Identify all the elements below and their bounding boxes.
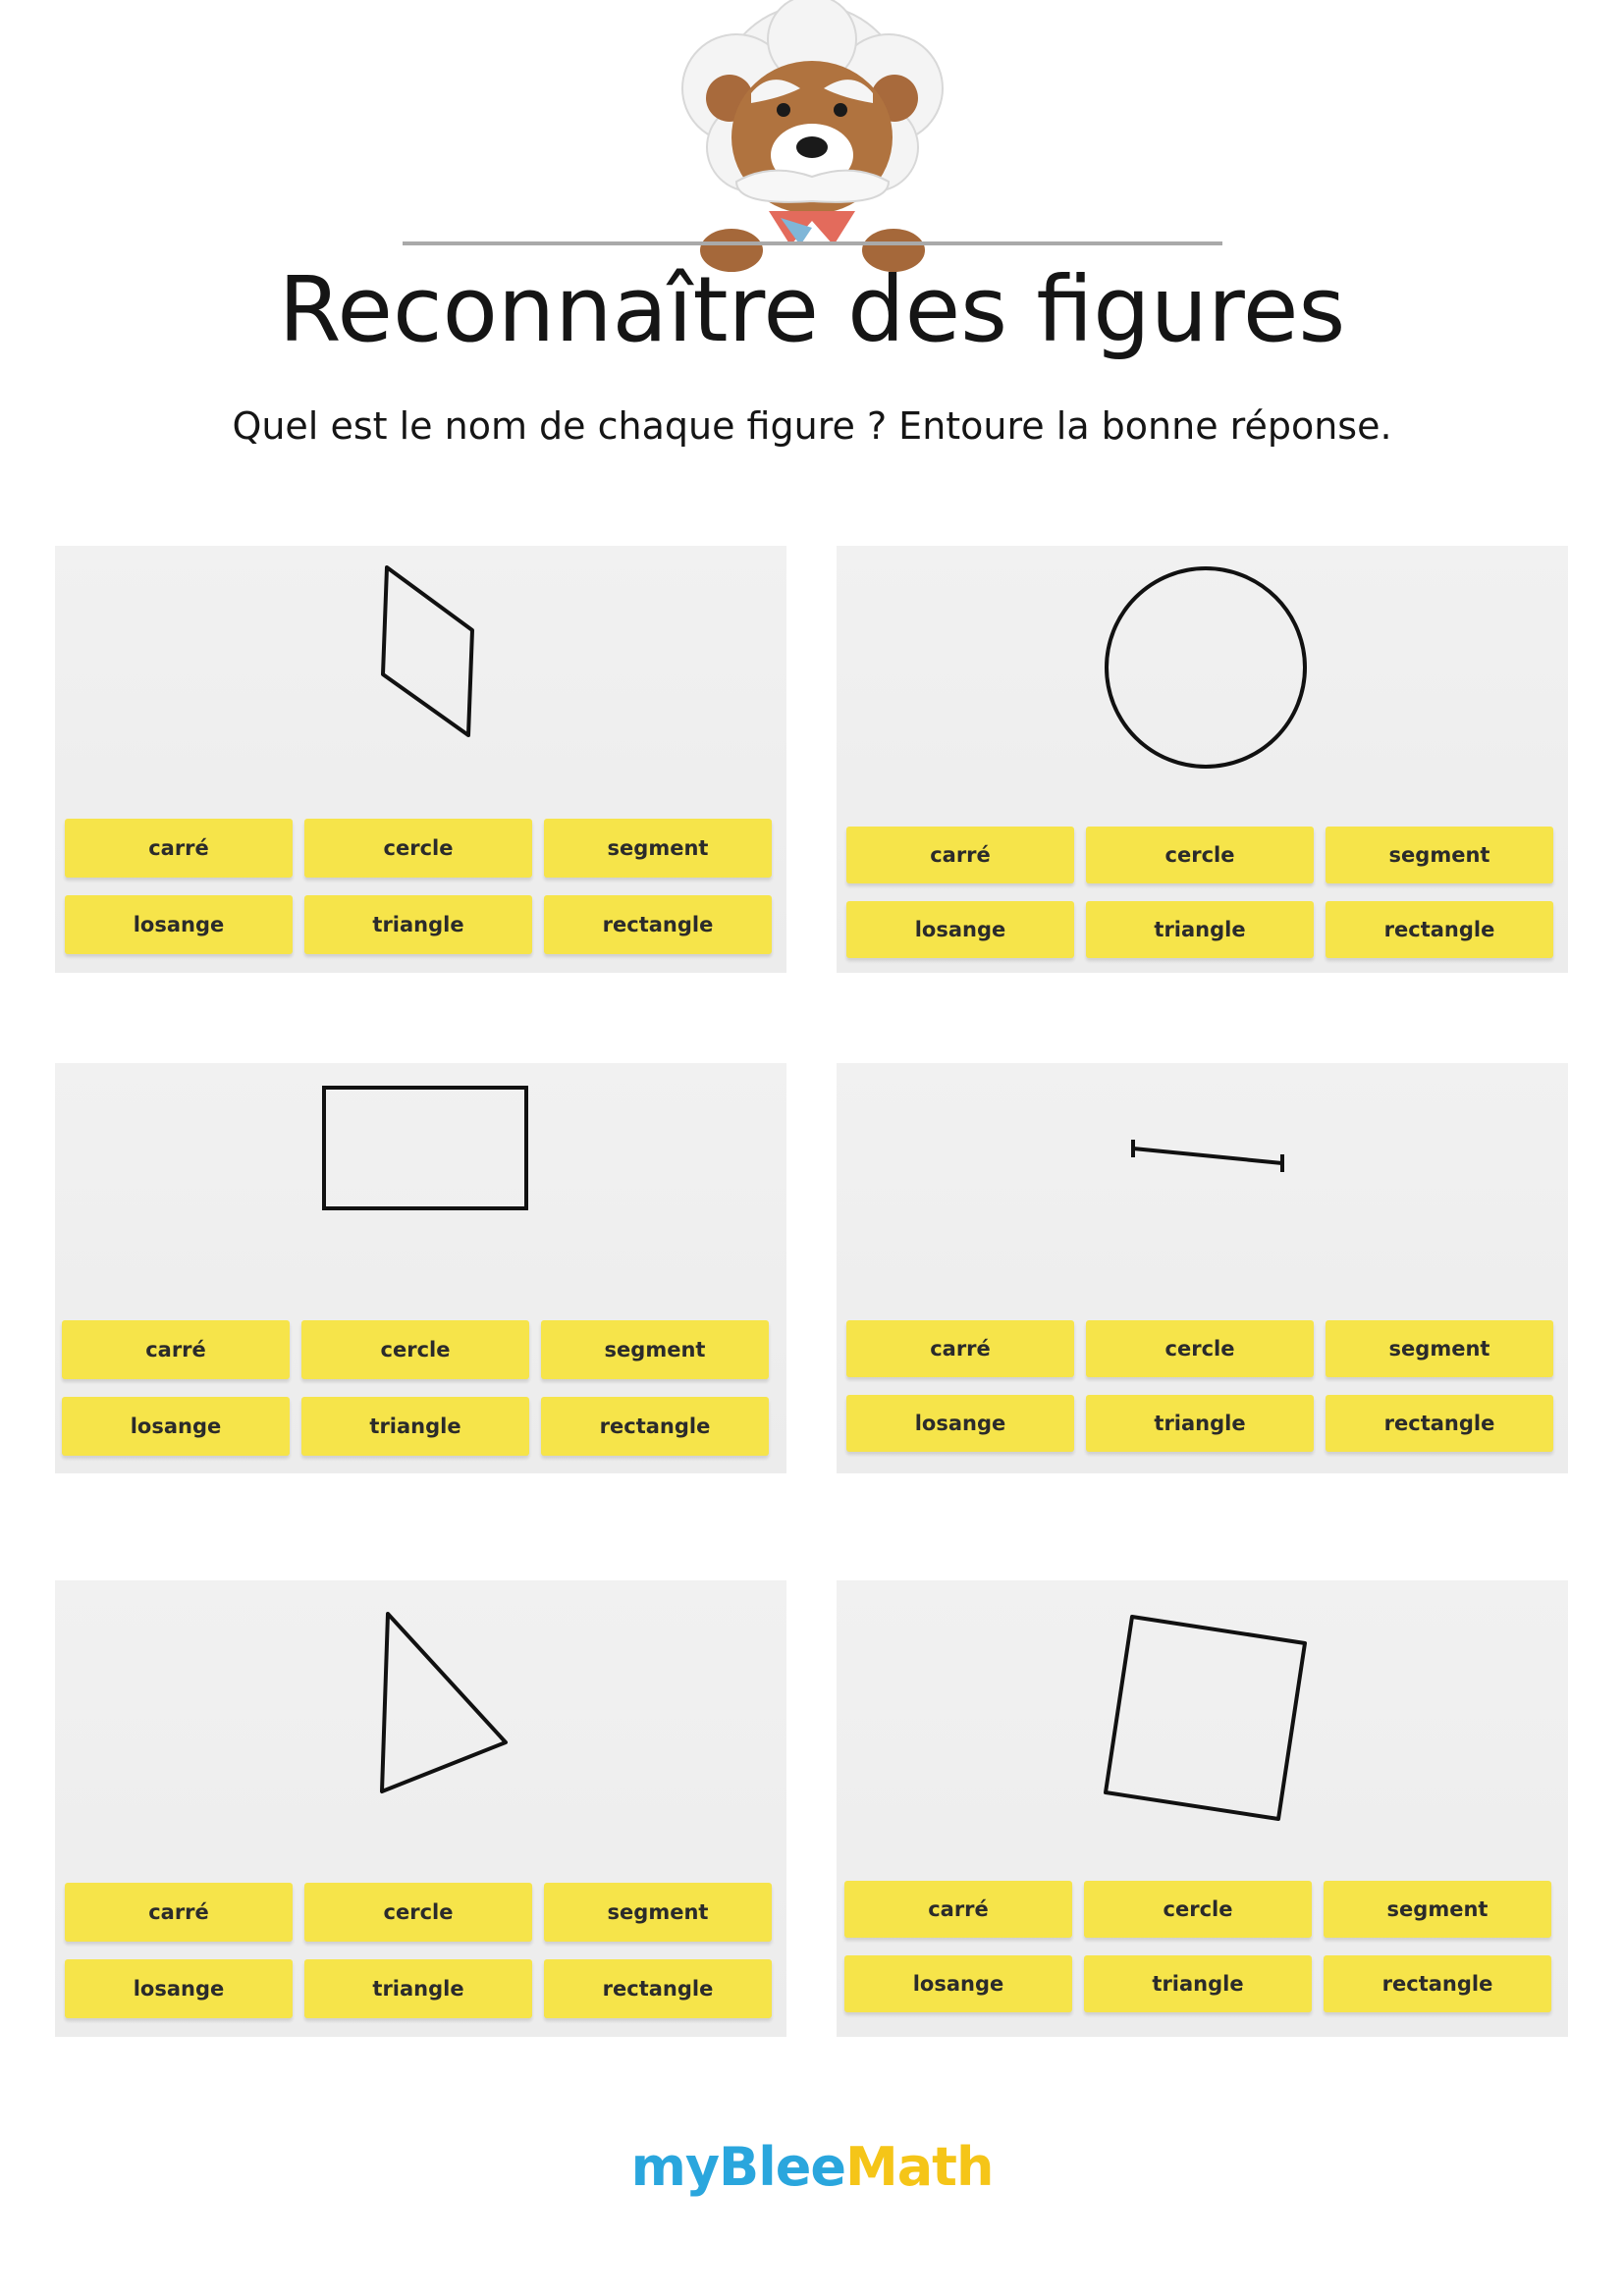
choice-rectangle[interactable]: rectangle [1326, 901, 1553, 958]
choice-triangle[interactable]: triangle [304, 895, 532, 954]
choice-carre[interactable]: carré [844, 1881, 1072, 1938]
choice-cercle[interactable]: cercle [1086, 827, 1314, 883]
choice-losange[interactable]: losange [65, 1959, 293, 2018]
choice-cercle[interactable]: cercle [304, 1883, 532, 1942]
choice-rectangle[interactable]: rectangle [1326, 1395, 1553, 1452]
choice-losange[interactable]: losange [846, 901, 1074, 958]
header-divider [403, 241, 1222, 245]
choice-losange[interactable]: losange [846, 1395, 1074, 1452]
logo-math-text: Math [844, 2136, 994, 2198]
rectangle-icon [55, 1063, 786, 1358]
choice-rectangle[interactable]: rectangle [544, 895, 772, 954]
exercise-panel-2 [837, 546, 1568, 973]
choice-carre[interactable]: carré [65, 819, 293, 878]
choice-losange[interactable]: losange [65, 895, 293, 954]
choice-carre[interactable]: carré [846, 1320, 1074, 1377]
rhombus-icon [55, 546, 786, 840]
exercise-panel-1 [55, 546, 786, 973]
choice-segment[interactable]: segment [544, 819, 772, 878]
exercise-panel-4 [837, 1063, 1568, 1473]
choice-rectangle[interactable]: rectangle [544, 1959, 772, 2018]
choice-carre[interactable]: carré [846, 827, 1074, 883]
choice-triangle[interactable]: triangle [301, 1397, 529, 1456]
choice-segment[interactable]: segment [1326, 1320, 1553, 1377]
choice-segment[interactable]: segment [1324, 1881, 1551, 1938]
choice-losange[interactable]: losange [844, 1955, 1072, 2012]
bear-mascot-icon [643, 0, 982, 275]
choice-cercle[interactable]: cercle [301, 1320, 529, 1379]
choice-rectangle[interactable]: rectangle [1324, 1955, 1551, 2012]
choice-losange[interactable]: losange [62, 1397, 290, 1456]
instruction-text: Quel est le nom de chaque figure ? Entoure la bonne réponse. [232, 404, 1392, 448]
choice-segment[interactable]: segment [541, 1320, 769, 1379]
exercise-panel-3 [55, 1063, 786, 1473]
circle-icon [837, 546, 1568, 840]
square-icon [837, 1580, 1568, 1875]
choice-rectangle[interactable]: rectangle [541, 1397, 769, 1456]
choice-carre[interactable]: carré [62, 1320, 290, 1379]
choice-triangle[interactable]: triangle [1086, 1395, 1314, 1452]
choice-segment[interactable]: segment [544, 1883, 772, 1942]
logo-blee-text: myBlee [630, 2136, 845, 2198]
triangle-icon [55, 1580, 786, 1875]
choice-cercle[interactable]: cercle [304, 819, 532, 878]
choice-carre[interactable]: carré [65, 1883, 293, 1942]
exercise-panel-5 [55, 1580, 786, 2037]
choice-cercle[interactable]: cercle [1086, 1320, 1314, 1377]
page-title: Reconnaître des figures [278, 257, 1346, 362]
choice-cercle[interactable]: cercle [1084, 1881, 1312, 1938]
choice-triangle[interactable]: triangle [1084, 1955, 1312, 2012]
segment-icon [837, 1063, 1568, 1358]
choice-segment[interactable]: segment [1326, 827, 1553, 883]
choice-triangle[interactable]: triangle [1086, 901, 1314, 958]
choice-triangle[interactable]: triangle [304, 1959, 532, 2018]
myblee-math-logo [0, 2136, 1624, 2198]
exercise-panel-6 [837, 1580, 1568, 2037]
